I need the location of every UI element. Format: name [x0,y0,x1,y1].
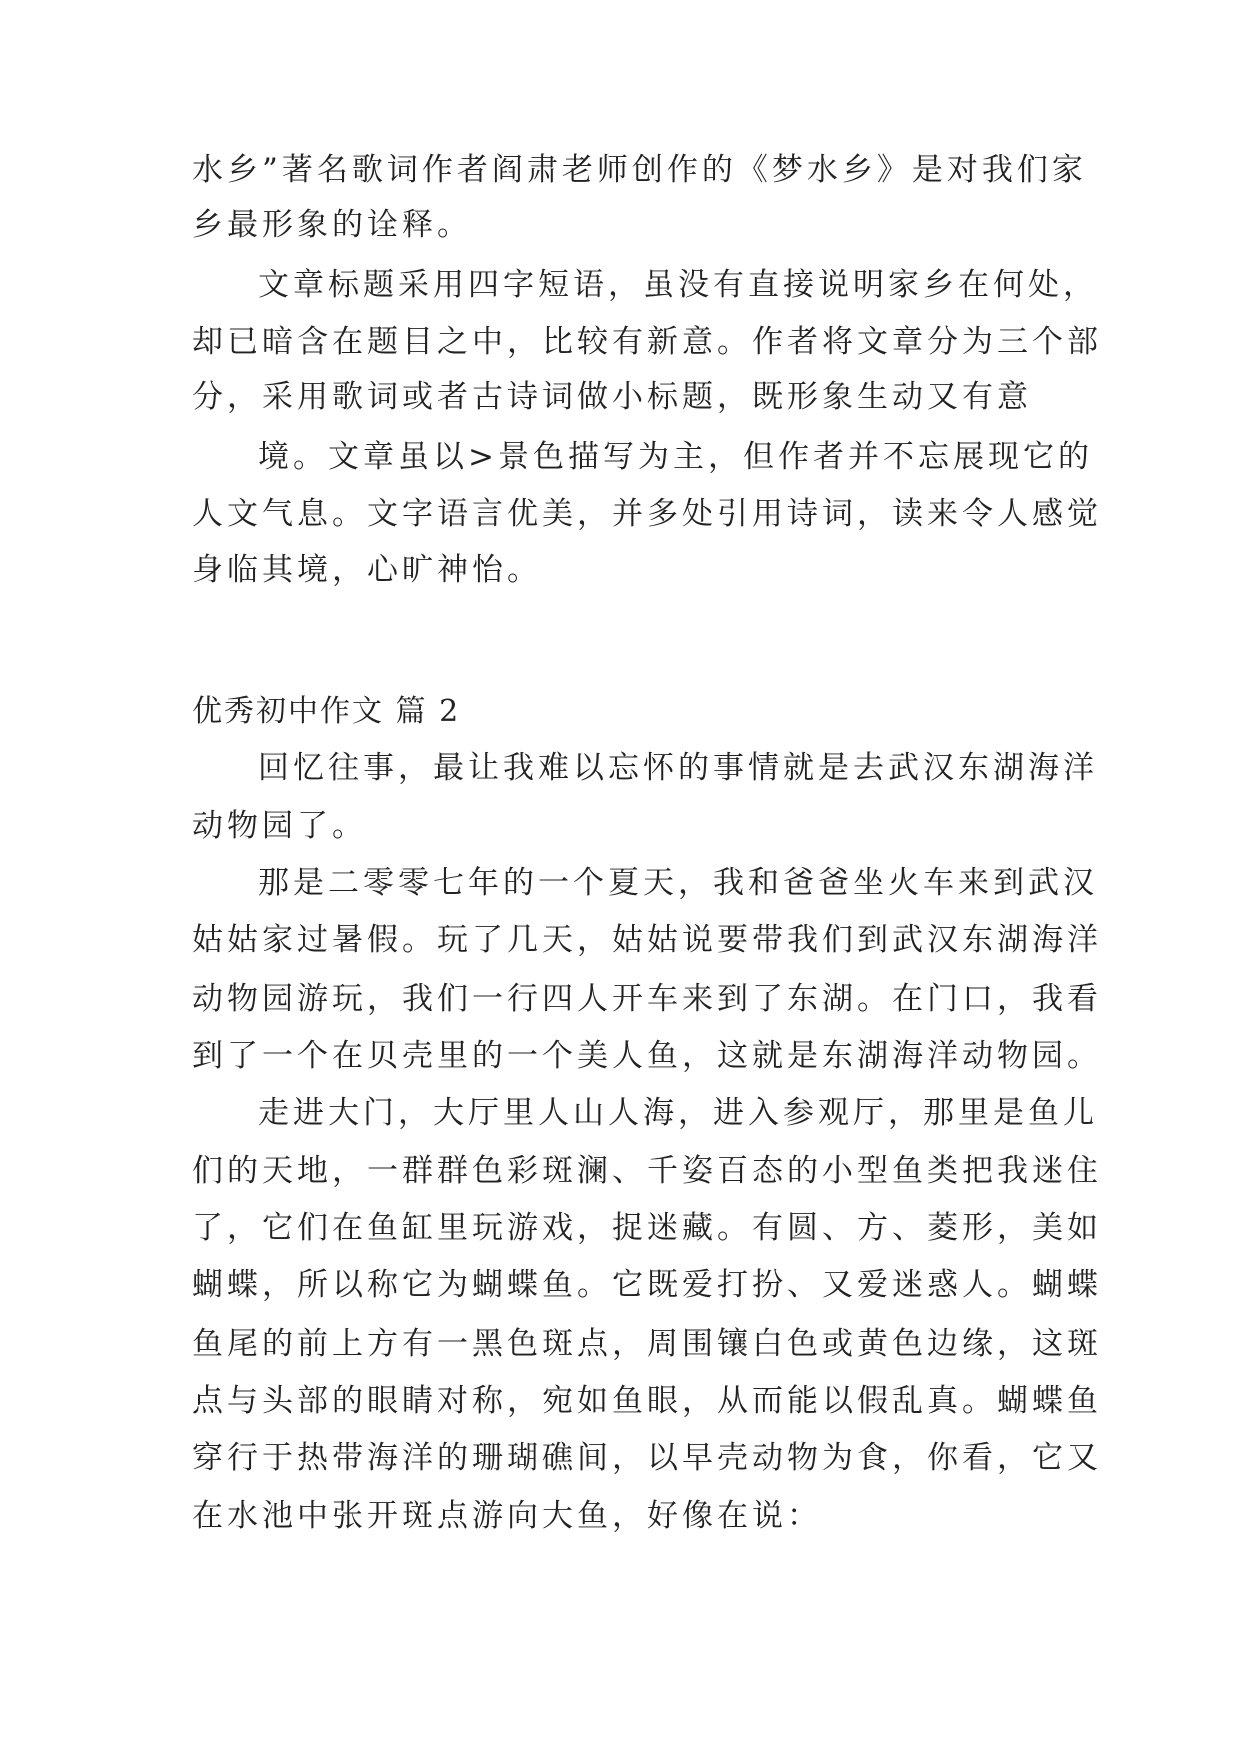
text-line: 动物园了。 [192,808,367,844]
paragraph-start-line: 回忆往事，最让我难以忘怀的事情就是去武汉东湖海洋 [258,750,1098,786]
text-line: 水乡”著名歌词作者阎肃老师创作的《梦水乡》是对我们家 [192,152,1087,188]
text-line: 身临其境，心旷神怡。 [192,552,542,588]
text-line: 分，采用歌词或者古诗词做小标题，既形象生动又有意 [192,379,1032,415]
section-title: 优秀初中作文 篇 2 [192,694,461,729]
text-line: 却已暗含在题目之中，比较有新意。作者将文章分为三个部 [192,324,1102,360]
text-line: 穿行于热带海洋的珊瑚礁间，以早壳动物为食，你看，它又 [192,1440,1102,1476]
text-line: 动物园游玩，我们一行四人开车来到了东湖。在门口，我看 [192,981,1102,1017]
text-line: 们的天地，一群群色彩斑澜、千姿百态的小型鱼类把我迷住 [192,1153,1102,1189]
text-line: 到了一个在贝壳里的一个美人鱼，这就是东湖海洋动物园。 [192,1038,1102,1074]
text-line: 乡最形象的诠释。 [192,207,472,243]
text-line: 鱼尾的前上方有一黑色斑点，周围镶白色或黄色边缘，这斑 [192,1326,1102,1362]
text-line: 点与头部的眼睛对称，宛如鱼眼，从而能以假乱真。蝴蝶鱼 [192,1383,1102,1419]
text-line: 在水池中张开斑点游向大鱼，好像在说： [192,1498,822,1534]
paragraph-start-line: 境。文章虽以>景色描写为主，但作者并不忘展现它的 [258,439,1093,475]
text-line: 姑姑家过暑假。玩了几天，姑姑说要带我们到武汉东湖海洋 [192,922,1102,958]
text-line: 蝴蝶，所以称它为蝴蝶鱼。它既爱打扮、又爱迷惑人。蝴蝶 [192,1267,1102,1303]
paragraph-start-line: 那是二零零七年的一个夏天，我和爸爸坐火车来到武汉 [258,865,1098,901]
paragraph-start-line: 文章标题采用四字短语，虽没有直接说明家乡在何处， [258,267,1098,303]
paragraph-start-line: 走进大门，大厅里人山人海，进入参观厅，那里是鱼儿 [258,1095,1098,1131]
text-line: 人文气息。文字语言优美，并多处引用诗词，读来令人感觉 [192,496,1102,532]
text-line: 了，它们在鱼缸里玩游戏，捉迷藏。有圆、方、菱形，美如 [192,1210,1102,1246]
